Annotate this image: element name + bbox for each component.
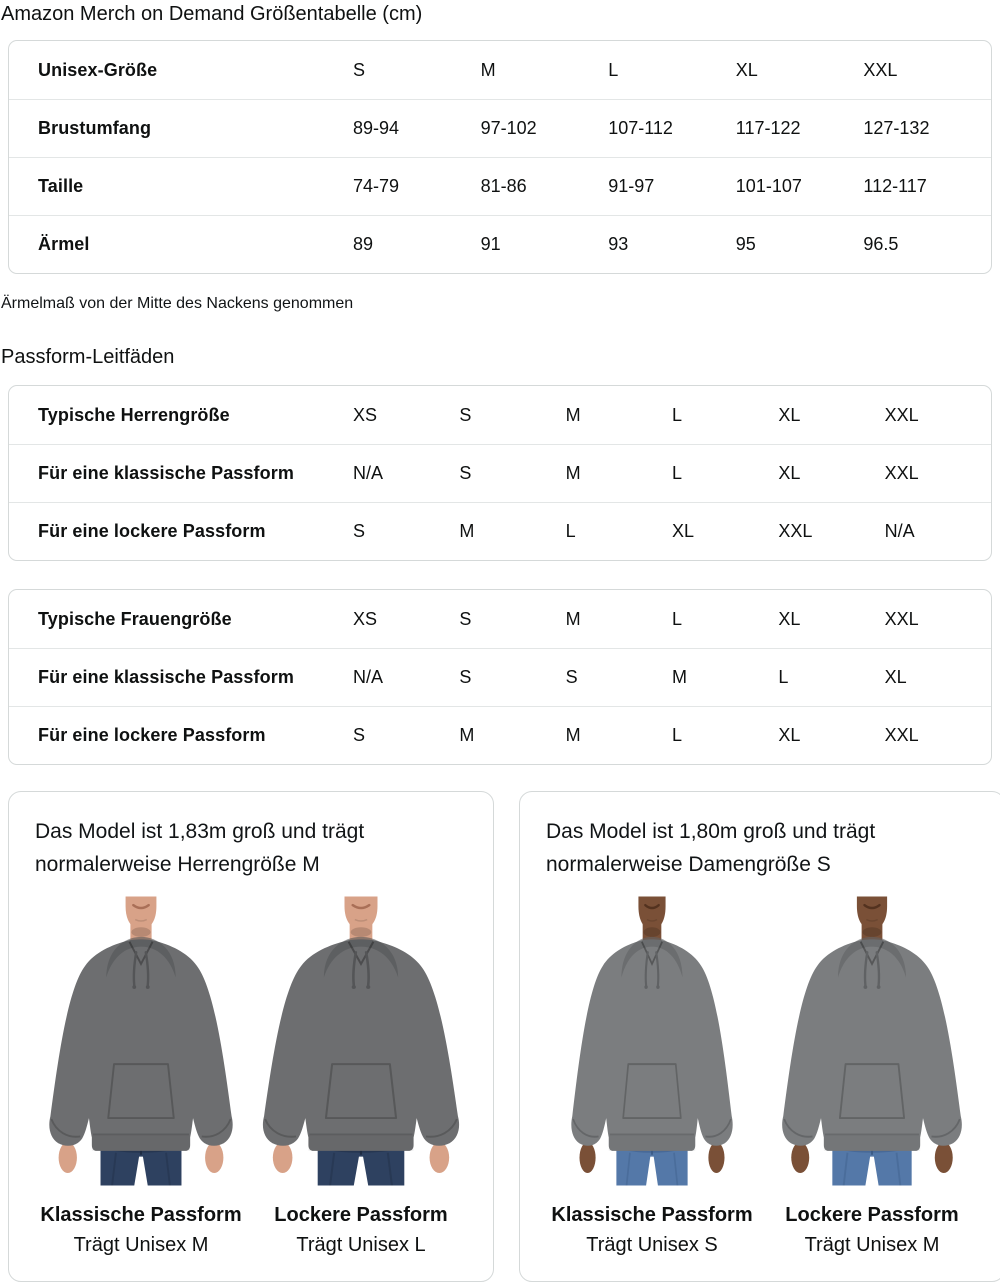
cell: XXL	[884, 463, 919, 483]
cell: 93	[608, 234, 629, 254]
row-label: Brustumfang	[38, 118, 152, 138]
cell: N/A	[884, 521, 915, 541]
model-column	[546, 893, 758, 1257]
cell: S	[353, 59, 366, 80]
cell: 95	[735, 234, 756, 254]
cell: XXL	[884, 608, 919, 629]
cell: N/A	[353, 667, 384, 687]
row-label: Für eine klassische Passform	[38, 463, 294, 483]
cell: XXL	[778, 521, 813, 541]
row-label: Taille	[38, 176, 84, 196]
card-heading: Das Model ist 1,80m groß und trägt normalerweise Damengröße S	[546, 820, 876, 876]
fit-label: Klassische Passform	[40, 1204, 242, 1226]
cell: S	[459, 667, 472, 687]
model-photos	[35, 893, 467, 1257]
model-photo-men-classic	[35, 893, 247, 1189]
cell: XL	[884, 667, 907, 687]
cell: S	[353, 725, 366, 745]
cell: 101-107	[735, 176, 802, 196]
cell: 96.5	[863, 234, 899, 254]
cell: L	[608, 59, 619, 80]
cell: M	[480, 59, 496, 80]
cell: XL	[672, 521, 695, 541]
row-label: Für eine lockere Passform	[38, 521, 266, 541]
cell: M	[459, 725, 475, 745]
fit-label: Lockere Passform	[785, 1204, 959, 1226]
card-heading: Das Model ist 1,83m groß und trägt normalerweise Herrengröße M	[35, 820, 365, 876]
cell: S	[353, 521, 366, 541]
cell: M	[565, 404, 581, 425]
cell: M	[672, 667, 687, 687]
table-row	[9, 590, 991, 648]
cell: XL	[735, 59, 758, 80]
wears-label: Trägt Unisex M	[73, 1234, 209, 1256]
cell: XS	[353, 608, 378, 629]
cell: N/A	[353, 463, 384, 483]
cell: 89	[353, 234, 374, 254]
table-row	[9, 648, 991, 706]
table-row	[9, 41, 991, 99]
table-row	[9, 386, 991, 444]
cell: XL	[778, 463, 801, 483]
unisex-size-table	[8, 40, 992, 274]
cell: L	[565, 521, 576, 541]
cell: 91-97	[608, 176, 655, 196]
cell: S	[459, 608, 472, 629]
cell: 112-117	[863, 176, 927, 196]
sleeve-measure-note: Ärmelmaß von der Mitte des Nackens genommen	[1, 295, 354, 312]
cell: XXL	[863, 59, 898, 80]
cell: M	[459, 521, 475, 541]
cell: M	[565, 725, 581, 745]
cell: 117-122	[735, 118, 801, 138]
cell: XS	[353, 404, 378, 425]
cell: L	[672, 608, 683, 629]
model-cards-row	[8, 791, 992, 1282]
table-row	[9, 706, 991, 764]
cell: M	[565, 463, 581, 483]
cell: XXL	[884, 404, 919, 425]
model-column	[35, 893, 247, 1257]
model-photo-women-classic	[559, 893, 746, 1189]
row-label: Ärmel	[38, 234, 90, 254]
table-row	[9, 215, 991, 273]
page-title: Amazon Merch on Demand Größentabelle (cm)	[1, 3, 423, 25]
cell: 91	[480, 234, 501, 254]
fit-card-women	[519, 791, 1000, 1282]
fit-label: Lockere Passform	[274, 1204, 448, 1226]
fit-card-men	[8, 791, 494, 1282]
row-label: Für eine lockere Passform	[38, 725, 266, 745]
women-fit-table	[8, 589, 992, 765]
table-row	[9, 157, 991, 215]
cell: M	[565, 608, 581, 629]
row-label: Typische Frauengröße	[38, 608, 232, 629]
wears-label: Trägt Unisex S	[586, 1234, 718, 1256]
cell: S	[459, 463, 472, 483]
cell: L	[672, 725, 683, 745]
cell: 107-112	[608, 118, 673, 138]
cell: XL	[778, 404, 801, 425]
model-column	[766, 893, 978, 1257]
men-fit-table	[8, 385, 992, 561]
cell: 74-79	[353, 176, 400, 196]
cell: 89-94	[353, 118, 400, 138]
cell: XXL	[884, 725, 919, 745]
model-column	[255, 893, 467, 1257]
row-label: Für eine klassische Passform	[38, 667, 294, 687]
table-row	[9, 502, 991, 560]
model-photo-women-loose	[768, 893, 976, 1189]
cell: 81-86	[480, 176, 527, 196]
model-photo-men-loose	[248, 893, 475, 1189]
fit-label: Klassische Passform	[551, 1204, 753, 1226]
cell: L	[672, 463, 683, 483]
wears-label: Trägt Unisex L	[296, 1234, 426, 1256]
cell: S	[565, 667, 578, 687]
wears-label: Trägt Unisex M	[804, 1234, 940, 1256]
cell: XL	[778, 725, 801, 745]
model-photos	[546, 893, 978, 1257]
table-row	[9, 444, 991, 502]
fit-guides-heading: Passform-Leitfäden	[1, 346, 175, 368]
row-label: Typische Herrengröße	[38, 404, 230, 425]
table-row	[9, 99, 991, 157]
row-label: Unisex-Größe	[38, 59, 158, 80]
cell: 127-132	[863, 118, 930, 138]
cell: L	[778, 667, 789, 687]
cell: 97-102	[480, 118, 537, 138]
cell: S	[459, 404, 472, 425]
cell: XL	[778, 608, 801, 629]
cell: L	[672, 404, 683, 425]
